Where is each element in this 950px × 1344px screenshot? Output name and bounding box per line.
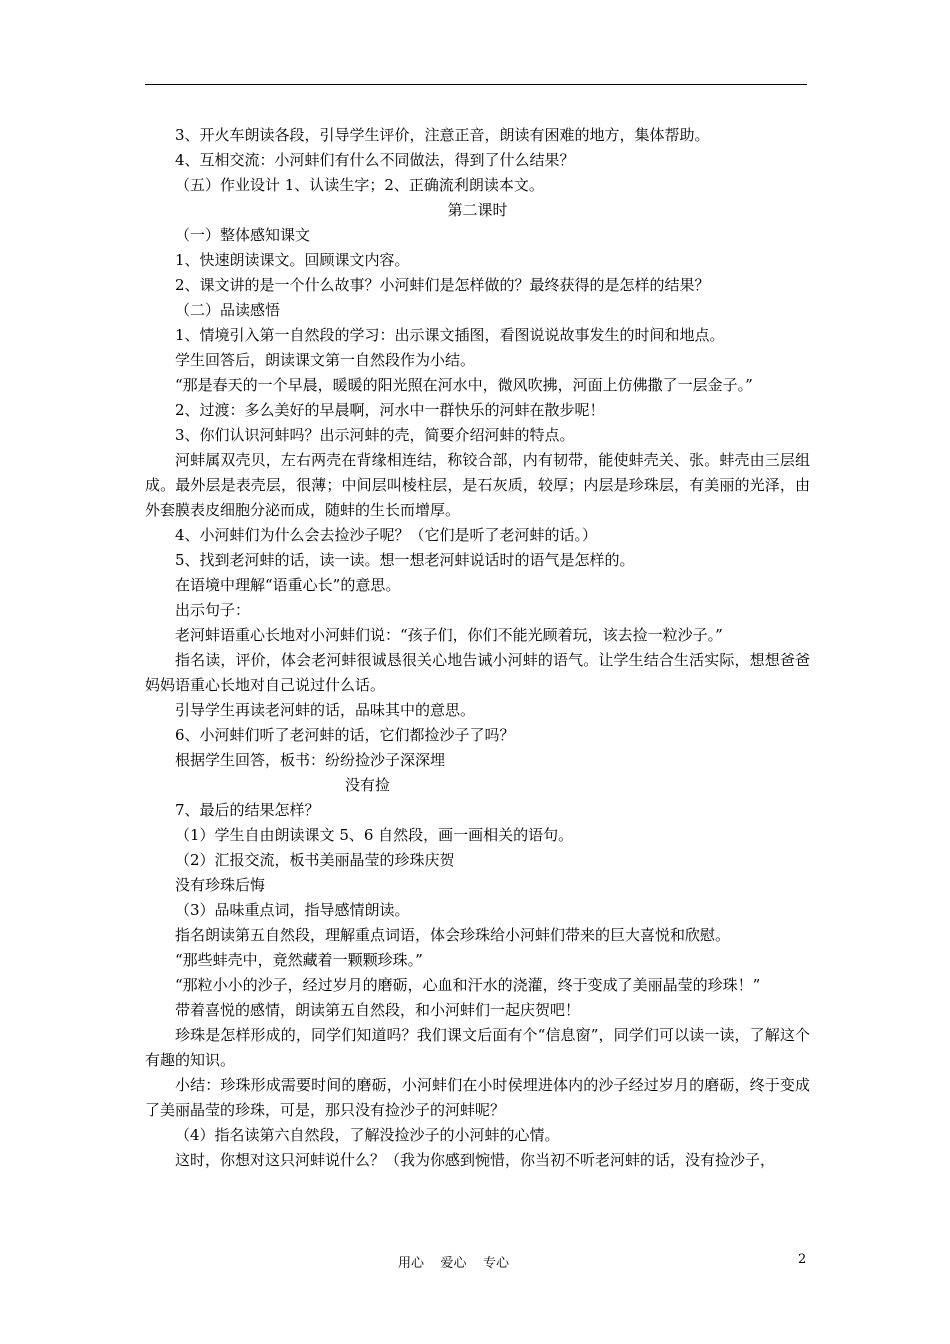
paragraph: 4、小河蚌们为什么会去捡沙子呢？（它们是听了老河蚌的话。） bbox=[175, 526, 598, 544]
section-heading: 第二课时 bbox=[447, 201, 508, 219]
paragraph: 5、找到老河蚌的话，读一读。想一想老河蚌说话时的语气是怎样的。 bbox=[175, 551, 635, 569]
paragraph: 6、小河蚌们听了老河蚌的话，它们都捡沙子了吗？ bbox=[175, 726, 515, 744]
paragraph: 学生回答后，朗读课文第一自然段作为小结。 bbox=[175, 351, 476, 369]
header-rule bbox=[145, 84, 807, 85]
footer-motto: 用心 爱心 专心 bbox=[398, 1256, 510, 1271]
paragraph: 1、快速朗读课文。回顾课文内容。 bbox=[175, 251, 410, 269]
paragraph: （3）品味重点词，指导感情朗读。 bbox=[175, 901, 410, 919]
paragraph: “那粒小小的沙子，经过岁月的磨砺，心血和汗水的浇灌，终于变成了美丽晶莹的珍珠！” bbox=[175, 976, 761, 994]
page-footer bbox=[0, 1252, 950, 1272]
paragraph: （一）整体感知课文 bbox=[175, 226, 311, 244]
paragraph: 1、情境引入第一自然段的学习：出示课文插图，看图说说故事发生的时间和地点。 bbox=[175, 326, 725, 344]
paragraph: （五）作业设计 1、认读生字；2、正确流利朗读本文。 bbox=[175, 176, 544, 194]
paragraph: “那是春天的一个早晨，暖暖的阳光照在河水中，微风吹拂，河面上仿佛撒了一层金子。” bbox=[175, 376, 753, 394]
paragraph: 2、课文讲的是一个什么故事？小河蚌们是怎样做的？最终获得的是怎样的结果？ bbox=[175, 276, 710, 294]
paragraph: 3、开火车朗读各段，引导学生评价，注意正音，朗读有困难的地方，集体帮助。 bbox=[175, 126, 710, 144]
paragraph: 这时，你想对这只河蚌说什么？（我为你感到惋惜，你当初不听老河蚌的话，没有捡沙子， bbox=[175, 1151, 776, 1169]
paragraph: 指名读，评价，体会老河蚌很诚恳很关心地告诫小河蚌的语气。让学生结合生活实际，想想爸爸妈妈语重心长地对自己说过什么话。 bbox=[145, 651, 810, 694]
paragraph: （2）汇报交流，板书美丽晶莹的珍珠庆贺 bbox=[175, 851, 455, 869]
paragraph: 4、互相交流：小河蚌们有什么不同做法，得到了什么结果？ bbox=[175, 151, 575, 169]
paragraph: 珍珠是怎样形成的，同学们知道吗？我们课文后面有个“信息窗”，同学们可以读一读，了解这个有趣的知识。 bbox=[145, 1026, 810, 1069]
paragraph: 出示句子： bbox=[175, 601, 251, 619]
paragraph: “那些蚌壳中，竟然藏着一颗颗珍珠。” bbox=[175, 951, 423, 969]
paragraph: 根据学生回答，板书：纷纷捡沙子深深埋 bbox=[175, 751, 446, 769]
paragraph: 3、你们认识河蚌吗？出示河蚌的壳，简要介绍河蚌的特点。 bbox=[175, 426, 575, 444]
document-body bbox=[145, 123, 810, 1173]
paragraph: 在语境中理解“语重心长”的意思。 bbox=[175, 576, 401, 594]
page-number: 2 bbox=[798, 1252, 807, 1267]
paragraph: 没有捡 bbox=[345, 776, 391, 794]
paragraph: 7、最后的结果怎样？ bbox=[175, 801, 320, 819]
paragraph: （二）品读感悟 bbox=[175, 301, 281, 319]
paragraph: 小结：珍珠形成需要时间的磨砺，小河蚌们在小时侯埋进体内的沙子经过岁月的磨砺，终于变成了美丽晶莹的珍珠，可是，那只没有捡沙子的河蚌呢？ bbox=[145, 1076, 810, 1119]
paragraph: 老河蚌语重心长地对小河蚌们说：“孩子们，你们不能光顾着玩，该去捡一粒沙子。” bbox=[175, 626, 723, 644]
paragraph: 指名朗读第五自然段，理解重点词语，体会珍珠给小河蚌们带来的巨大喜悦和欣慰。 bbox=[175, 926, 731, 944]
paragraph: （4）指名读第六自然段，了解没捡沙子的小河蚌的心情。 bbox=[175, 1126, 560, 1144]
paragraph: （1）学生自由朗读课文 5、6 自然段，画一画相关的语句。 bbox=[175, 826, 574, 844]
paragraph: 没有珍珠后悔 bbox=[175, 876, 266, 894]
paragraph: 2、过渡：多么美好的早晨啊，河水中一群快乐的河蚌在散步呢！ bbox=[175, 401, 605, 419]
paragraph: 引导学生再读老河蚌的话，品味其中的意思。 bbox=[175, 701, 476, 719]
paragraph: 河蚌属双壳贝，左右两壳在背缘相连结，称铰合部，内有韧带，能使蚌壳关、张。蚌壳由三层组成。最外层是表壳层，很薄；中间层叫棱柱层，是石灰质，较厚；内层是珍珠层，有美丽的光泽，由外套膜表皮细胞分泌而成，随蚌的生长而增厚。 bbox=[145, 451, 810, 519]
paragraph: 带着喜悦的感情，朗读第五自然段，和小河蚌们一起庆贺吧！ bbox=[175, 1001, 581, 1019]
